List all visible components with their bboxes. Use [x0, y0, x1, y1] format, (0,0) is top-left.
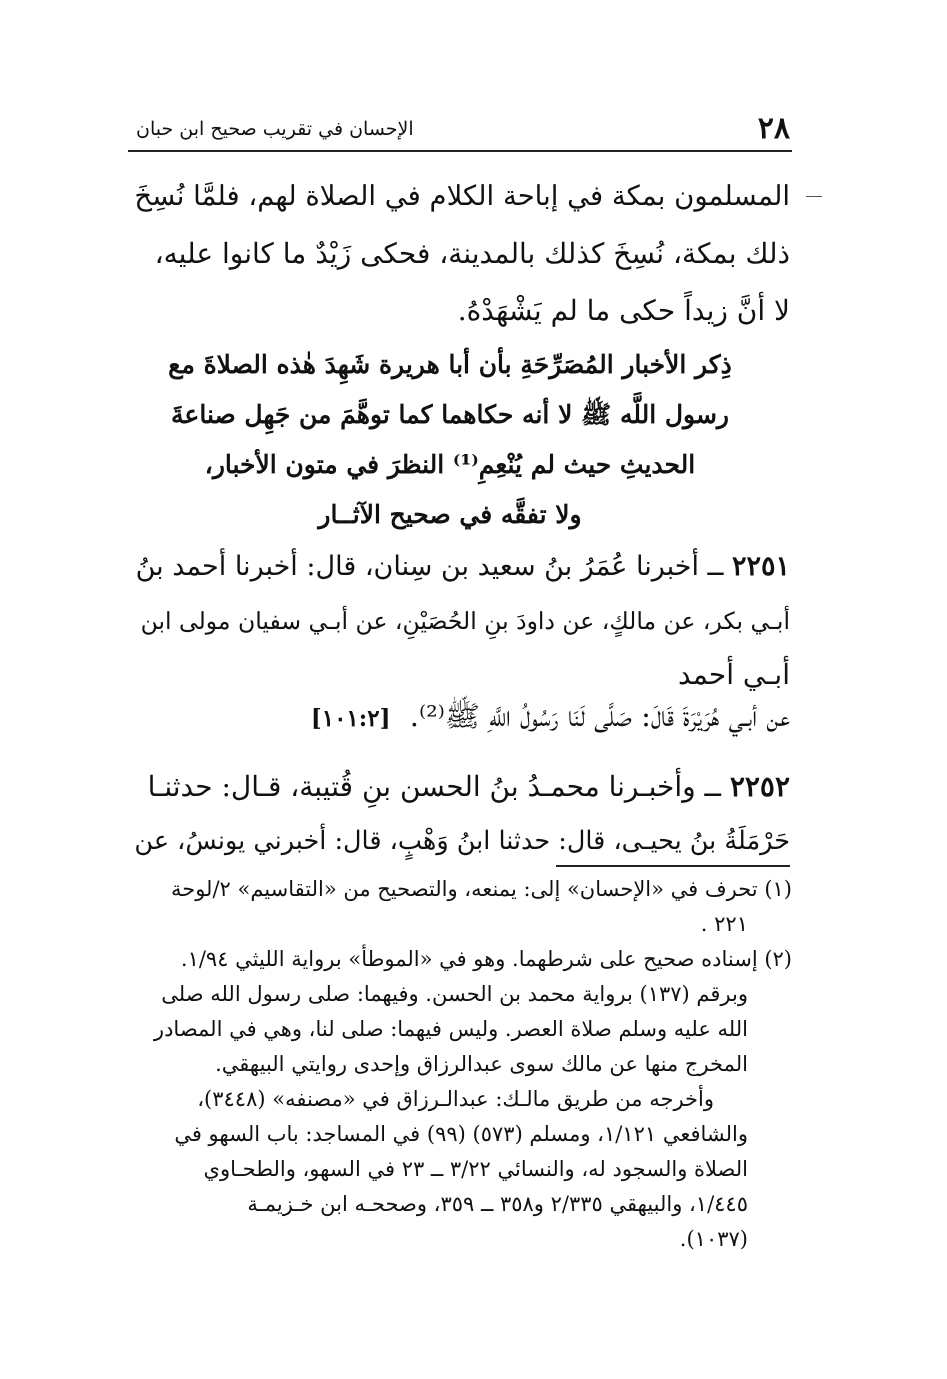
footnotes [128, 872, 792, 1257]
footnote-2 [128, 942, 792, 1257]
footnote-line: ١/٤٤٥، والبيهقي ٢/٣٣٥ و٣٥٨ ــ ٣٥٩، وصححـه ابن خـزيمـة [247, 1192, 748, 1216]
hadith-2251-chain [130, 540, 790, 702]
intro-paragraph [130, 168, 790, 339]
page-header [130, 112, 790, 146]
footnote-separator [556, 865, 790, 867]
hadith-matn: عن أبـي هُرَيْرَةَ قَالَ: صَلَّى لَنَا رَسُولُ اللَّهِ ﷺ⁽²⁾. [409, 699, 790, 733]
heading-line: ولا تفقَّه في صحيح الآثــار [318, 500, 582, 529]
margin-mark [806, 196, 822, 197]
footnote-line: وأخرجه من طريق مالـك: عبدالـرزاق في «مصنفه» (٣٤٤٨)، [197, 1087, 714, 1111]
text-line: ذلك بمكة، نُسِخَ كذلك بالمدينة، فحكى زَيْدٌ ما كانوا عليه، [154, 237, 790, 270]
footnote-line: والشافعي ١/١٢١، ومسلم (٥٧٣) (٩٩) في المساجد: باب السهو في [174, 1122, 748, 1146]
footnote-1 [128, 872, 792, 942]
footnote-line: الصلاة والسجود له، والنسائي ٣/٢٢ ــ ٢٣ في السهو، والطحـاوي [203, 1157, 748, 1181]
text-line-content: ــ وأخبـرنا محمـدُ بنُ الحسن بنِ قُتيبة، قـال: حدثنـا [147, 770, 721, 803]
footnote-line: (١) تحرف في «الإحسان» إلى: يمنعه، والتصحيح من «التقاسيم» ٢/لوحة [170, 877, 792, 901]
footnote-line: ٢٢١ . [700, 912, 748, 936]
footnote-line: وبرقم (١٣٧) برواية محمد بن الحسن. وفيهما: صلى رسول الله صلى [161, 982, 748, 1006]
hadith-2251-text [130, 688, 790, 747]
page-number: ٢٨ [757, 111, 790, 146]
footnote-line: المخرج منها عن مالك سوى عبدالرزاق وإحدى روايتي البيهقي. [215, 1052, 748, 1076]
text-line: أبـي أحمد [678, 658, 790, 691]
text-line [130, 540, 790, 594]
heading-line: الحديثِ حيث لم يُنْعِمِ⁽¹⁾ النظرَ في متون الأخبار، [204, 450, 696, 479]
text-line: المسلمون بمكة في إباحة الكلام في الصلاة لهم، فلمَّا نُسِخَ [134, 180, 790, 212]
hadith-number: ٢٢٥١ [731, 551, 790, 582]
footnote-line: (١٠٣٧). [679, 1227, 748, 1251]
hadith-2252-chain [130, 760, 790, 868]
heading-line: ذِكر الأخبار المُصَرِّحَةِ بأن أبا هريرة شَهِدَ هٰذه الصلاةَ مع [168, 350, 732, 379]
running-title: الإحسان في تقريب صحيح ابن حبان [136, 118, 414, 140]
footnote-line: الله عليه وسلم صلاة العصر. وليس فيهما: صلى لنا، وهي في المصادر [153, 1017, 748, 1041]
header-rule [128, 150, 792, 152]
hadith-number: ٢٢٥٢ [729, 770, 790, 803]
hadith-reference: [١٠١:٢] [310, 705, 391, 732]
text-line: لا أنَّ زيداً حكى ما لم يَشْهَدْهُ. [457, 294, 790, 327]
text-line-content: ــ أخبرنا عُمَرُ بنُ سعيد بن سِنان، قال: أخبرنا أحمد بنُ [135, 551, 724, 582]
text-line [130, 760, 790, 814]
text-line: حَرْمَلَةُ بنُ يحيـى، قال: حدثنا ابنُ وَهْبٍ، قال: أخبرني يونسُ، عن [134, 826, 790, 856]
section-heading [150, 340, 750, 540]
footnote-line: (٢) إسناده صحيح على شرطهما. وهو في «الموطأ» برواية الليثي ١/٩٤. [180, 947, 792, 971]
heading-line: رسول اللَّه ﷺ لا أنه حكاهما كما توهَّمَ من جَهِل صناعةَ [171, 400, 729, 429]
text-line: أبـي بكر، عن مالكٍ، عن داودَ بنِ الحُصَيْنِ، عن أبـي سفيان مولى ابن [140, 607, 790, 635]
